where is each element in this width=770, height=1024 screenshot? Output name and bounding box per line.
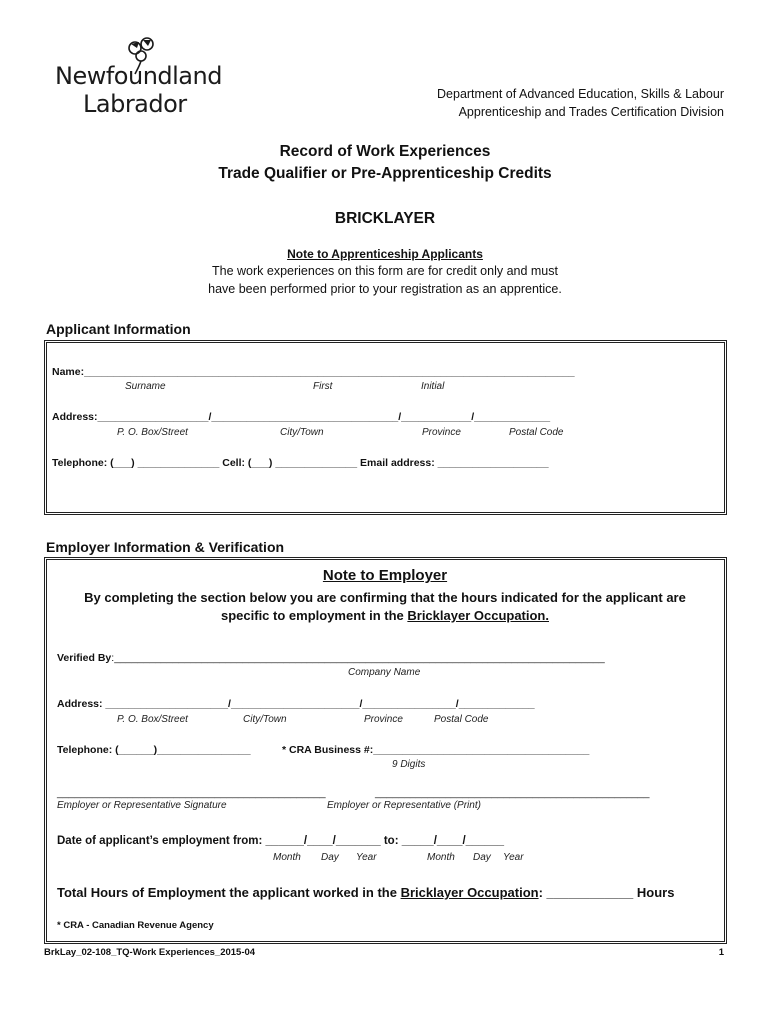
document-id: BrkLay_02-108_TQ-Work Experiences_2015-04: [44, 947, 256, 958]
caption-surname: Surname: [125, 381, 166, 392]
logo-text-newfoundland: Newfoundland: [55, 62, 222, 90]
caption-po-box-street: P. O. Box/Street: [117, 427, 188, 438]
applicant-address-field[interactable]: Address:___________________/________________________________/____________/_____________: [52, 411, 551, 423]
verified-by-label: Verified By: [57, 652, 112, 664]
caption-city-town: City/Town: [280, 427, 324, 438]
caption-to-month: Month: [427, 852, 455, 863]
employer-note-heading: Note to Employer: [322, 567, 448, 584]
applicant-section-heading: Applicant Information: [46, 321, 191, 337]
total-hours-label: Total Hours of Employment the applicant worked in the: [57, 885, 401, 900]
caption-initial: Initial: [421, 381, 445, 392]
cra-business-number-field[interactable]: * CRA Business #:_____________________________________: [282, 744, 590, 756]
cra-footnote: * CRA - Canadian Revenue Agency: [57, 920, 214, 931]
verified-by-field[interactable]: [57, 652, 605, 664]
caption-postal-code: Postal Code: [509, 427, 564, 438]
print-name-field[interactable]: _______________________________________________: [375, 787, 650, 799]
employment-date-fields[interactable]: Date of applicant’s employment from: ______/____/_______ to: _____/____/______: [57, 835, 505, 847]
name-field[interactable]: Name:____________________________________________________________________________________: [52, 366, 575, 378]
total-occupation-link: Bricklayer Occupation: [400, 885, 539, 900]
employer-note-line2-text: specific to employment in the: [221, 608, 408, 623]
logo-text-labrador: Labrador: [83, 90, 187, 118]
employer-note-line1: By completing the section below you are confirming that the hours indicated for the applicant are: [84, 590, 686, 605]
employer-note-line2: [0, 608, 770, 623]
caption-9-digits: 9 Digits: [392, 759, 426, 770]
caption-province: Province: [422, 427, 461, 438]
caption-first: First: [313, 381, 333, 392]
caption-to-day: Day: [473, 852, 491, 863]
form-subtitle: Trade Qualifier or Pre-Apprenticeship Credits: [218, 165, 552, 182]
department-line2: Apprenticeship and Trades Certification Division: [458, 105, 724, 119]
caption-from-year: Year: [356, 852, 377, 863]
total-hours-blank: : ____________ Hours: [538, 885, 675, 900]
department-line1: Department of Advanced Education, Skills & Labour: [437, 87, 724, 101]
caption-emp-postal-code: Postal Code: [434, 714, 489, 725]
caption-emp-city-town: City/Town: [243, 714, 287, 725]
caption-from-month: Month: [273, 852, 301, 863]
employer-address-field[interactable]: Address: _____________________/______________________/________________/_____________: [57, 698, 535, 710]
applicant-note-line2: have been performed prior to your registration as an apprentice.: [208, 282, 562, 296]
applicant-note-line1: The work experiences on this form are for credit only and must: [212, 264, 558, 278]
caption-signature: Employer or Representative Signature: [57, 800, 227, 811]
employer-section-heading: Employer Information & Verification: [46, 539, 285, 555]
caption-print: Employer or Representative (Print): [327, 800, 481, 811]
form-title: Record of Work Experiences: [279, 143, 491, 160]
caption-to-year: Year: [503, 852, 524, 863]
page-number: 1: [718, 947, 724, 958]
department-header: [437, 85, 724, 121]
trade-name: BRICKLAYER: [334, 210, 436, 227]
caption-emp-province: Province: [364, 714, 403, 725]
signature-field[interactable]: ______________________________________________: [57, 787, 326, 799]
applicant-contact-fields[interactable]: Telephone: (___) ______________ Cell: (___) ______________ Email address: ___________________: [52, 457, 549, 469]
caption-emp-po-box-street: P. O. Box/Street: [117, 714, 188, 725]
applicant-note-heading: Note to Apprenticeship Applicants: [287, 247, 483, 261]
occupation-link: Bricklayer Occupation.: [407, 608, 549, 623]
caption-company-name: Company Name: [348, 667, 421, 678]
caption-from-day: Day: [321, 852, 339, 863]
total-hours-field[interactable]: [57, 885, 674, 900]
employer-telephone-field[interactable]: Telephone: (______)________________: [57, 744, 251, 756]
verified-by-line: :____________________________________________________________________________________: [111, 652, 605, 664]
